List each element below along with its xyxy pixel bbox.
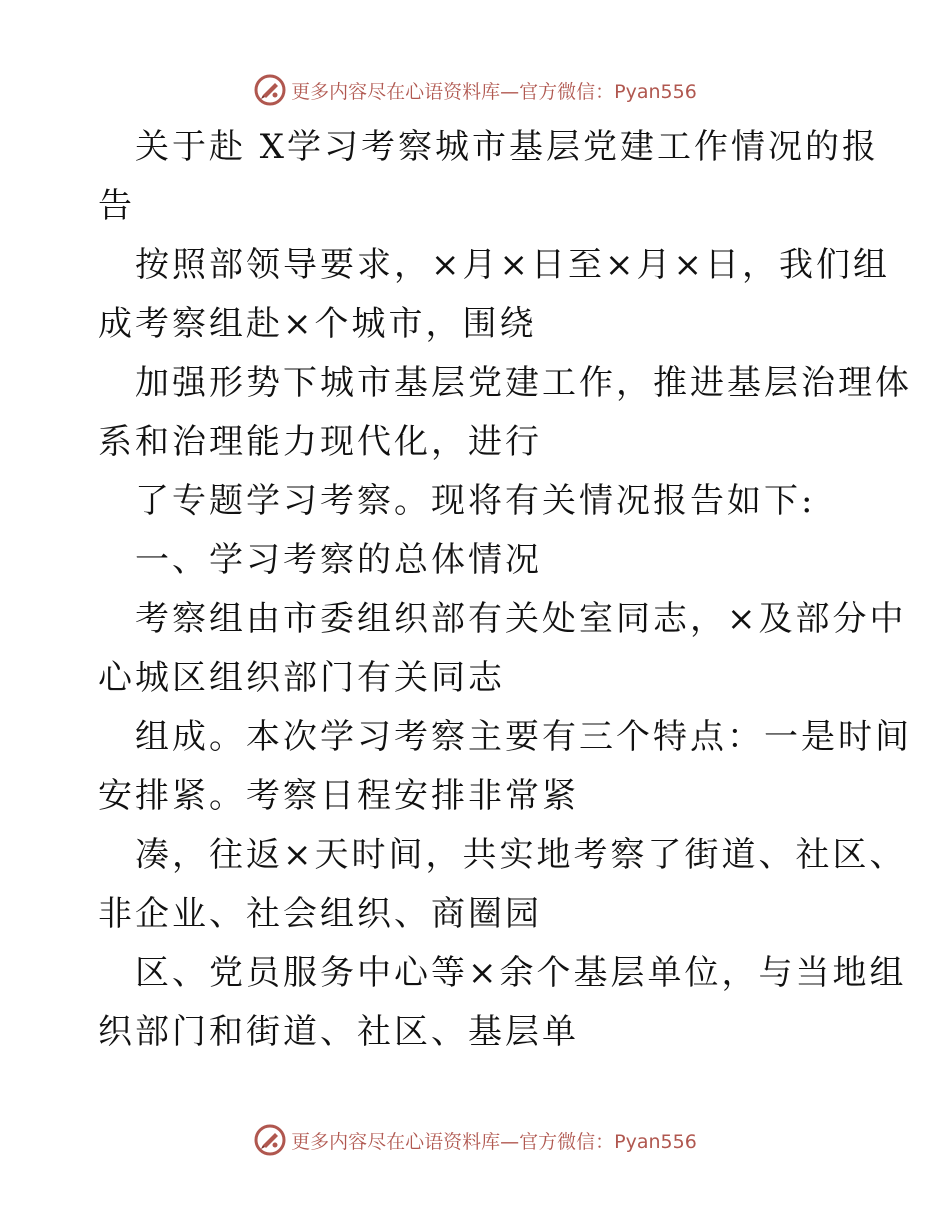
text-line: 凑，往返×天时间，共实地考察了街道、社区、 — [135, 835, 907, 875]
text-line: 非企业、社会组织、商圈园 — [98, 894, 542, 934]
document-body — [98, 118, 912, 1062]
text-line: 安排紧。考察日程安排非常紧 — [98, 776, 579, 816]
brand-logo-icon — [253, 1123, 287, 1157]
text-line: 织部门和街道、社区、基层单 — [98, 1012, 579, 1052]
text-line: 告 — [98, 186, 135, 226]
text-line: 关于赴 X学习考察城市基层党建工作情况的报 — [135, 127, 880, 167]
text-line: 加强形势下城市基层党建工作，推进基层治理体 — [135, 363, 912, 403]
text-line: 成考察组赴×个城市，围绕 — [98, 304, 537, 344]
text-line: 了专题学习考察。现将有关情况报告如下: — [135, 481, 816, 521]
footer-watermark — [0, 1120, 950, 1160]
text-line: 心城区组织部门有关同志 — [98, 658, 505, 698]
text-line: 一、学习考察的总体情况 — [135, 540, 542, 580]
text-line: 按照部领导要求，×月×日至×月×日，我们组 — [135, 245, 890, 285]
header-watermark — [0, 70, 950, 110]
text-line: 区、党员服务中心等×余个基层单位，与当地组 — [135, 953, 907, 993]
text-line: 系和治理能力现代化，进行 — [98, 422, 542, 462]
watermark-text: 更多内容尽在心语资料库—官方微信：Pyan556 — [291, 1130, 697, 1153]
brand-logo-icon — [253, 73, 287, 107]
text-line: 考察组由市委组织部有关处室同志，×及部分中 — [135, 599, 907, 639]
watermark-text: 更多内容尽在心语资料库—官方微信：Pyan556 — [291, 80, 697, 103]
text-line: 组成。本次学习考察主要有三个特点：一是时间 — [135, 717, 912, 757]
